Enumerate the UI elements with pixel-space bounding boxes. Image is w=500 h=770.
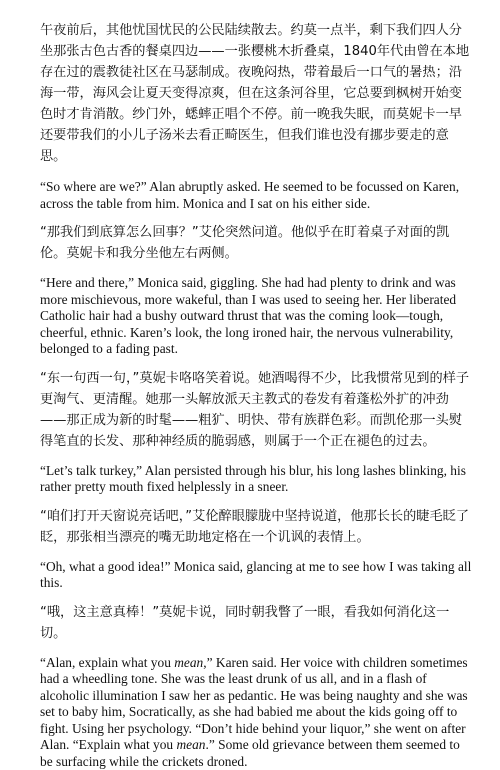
text-segment: .” Some old grievance between them seemed to be surfacing while the crickets droned. (40, 737, 460, 769)
text-segment: “Alan, explain what you (40, 655, 174, 670)
paragraph-zh-4: “咱们打开天窗说亮话吧，”艾伦醉眼朦胧中坚持说道，他那长长的睫毛眨了眨，那张相当漂亮的嘴无助地定格在一个讥讽的表情上。 (40, 506, 474, 548)
paragraph-en-2: “Here and there,” Monica said, giggling. She had had plenty to drink and was more mischievous, more wakeful, than I was used to seeing her. Her liberated Catholic hair had a bushy outward thrust that was the coming look—tough, cheerful, ethnic. Karen’s look, the long ironed hair, the nervous vulnerability, belonged to a fading past. (40, 275, 474, 358)
paragraph-en-4: “Oh, what a good idea!” Monica said, glancing at me to see how I was taking all this. (40, 559, 474, 592)
paragraph-zh-1: 午夜前后，其他忧国忧民的公民陆续散去。约莫一点半，剩下我们四人分坐那张古色古香的餐桌四边——一张樱桃木折叠桌，1840年代由曾在本地存在过的震教徒社区在马瑟制成。夜晚闷热，带着最后一口气的暑热；沿海一带，海风会让夏天变得凉爽，但在这条河谷里，它总要到枫树开始变色时才肯消散。纱门外，蟋蟀正唱个不停。前一晚我失眠，而莫妮卡一早还要带我们的小儿子汤米去看正畸医生，但我们谁也没有挪步要走的意思。 (40, 20, 474, 167)
paragraph-zh-5: “哦，这主意真棒！”莫妮卡说，同时朝我瞥了一眼，看我如何消化这一切。 (40, 602, 474, 644)
emphasis-text: mean (174, 655, 203, 670)
text-segment: ,” Karen said. Her voice with children sometimes had a wheedling tone. She was the least drunk of us all, and in a flash of alcoholic illumination I saw her as pedantic. He was being naughty and she was set to baby him, Socratically, as she had babied me about the kids going off to fight. Using her psychology. “Don’t hide behind your liquor,” she went on after Alan. “Explain what you (40, 655, 468, 753)
paragraph-zh-2: “那我们到底算怎么回事？”艾伦突然问道。他似乎在盯着桌子对面的凯伦。莫妮卡和我分坐他左右两侧。 (40, 222, 474, 264)
paragraph-en-3: “Let’s talk turkey,” Alan persisted through his blur, his long lashes blinking, his rather pretty mouth fixed helplessly in a sneer. (40, 463, 474, 496)
paragraph-en-5 (40, 655, 474, 770)
paragraph-zh-3: “东一句西一句，”莫妮卡咯咯笑着说。她酒喝得不少，比我惯常见到的样子更淘气、更清醒。她那一头解放派天主教式的卷发有着蓬松外扩的冲劲——那正成为新的时髦——粗犷、明快、带有族群色彩。而凯伦那一头熨得笔直的长发、那种神经质的脆弱感，则属于一个正在褪色的过去。 (40, 368, 474, 452)
emphasis-text: mean (176, 737, 205, 752)
paragraph-en-1: “So where are we?” Alan abruptly asked. He seemed to be focussed on Karen, across the table from him. Monica and I sat on his either side. (40, 179, 474, 212)
